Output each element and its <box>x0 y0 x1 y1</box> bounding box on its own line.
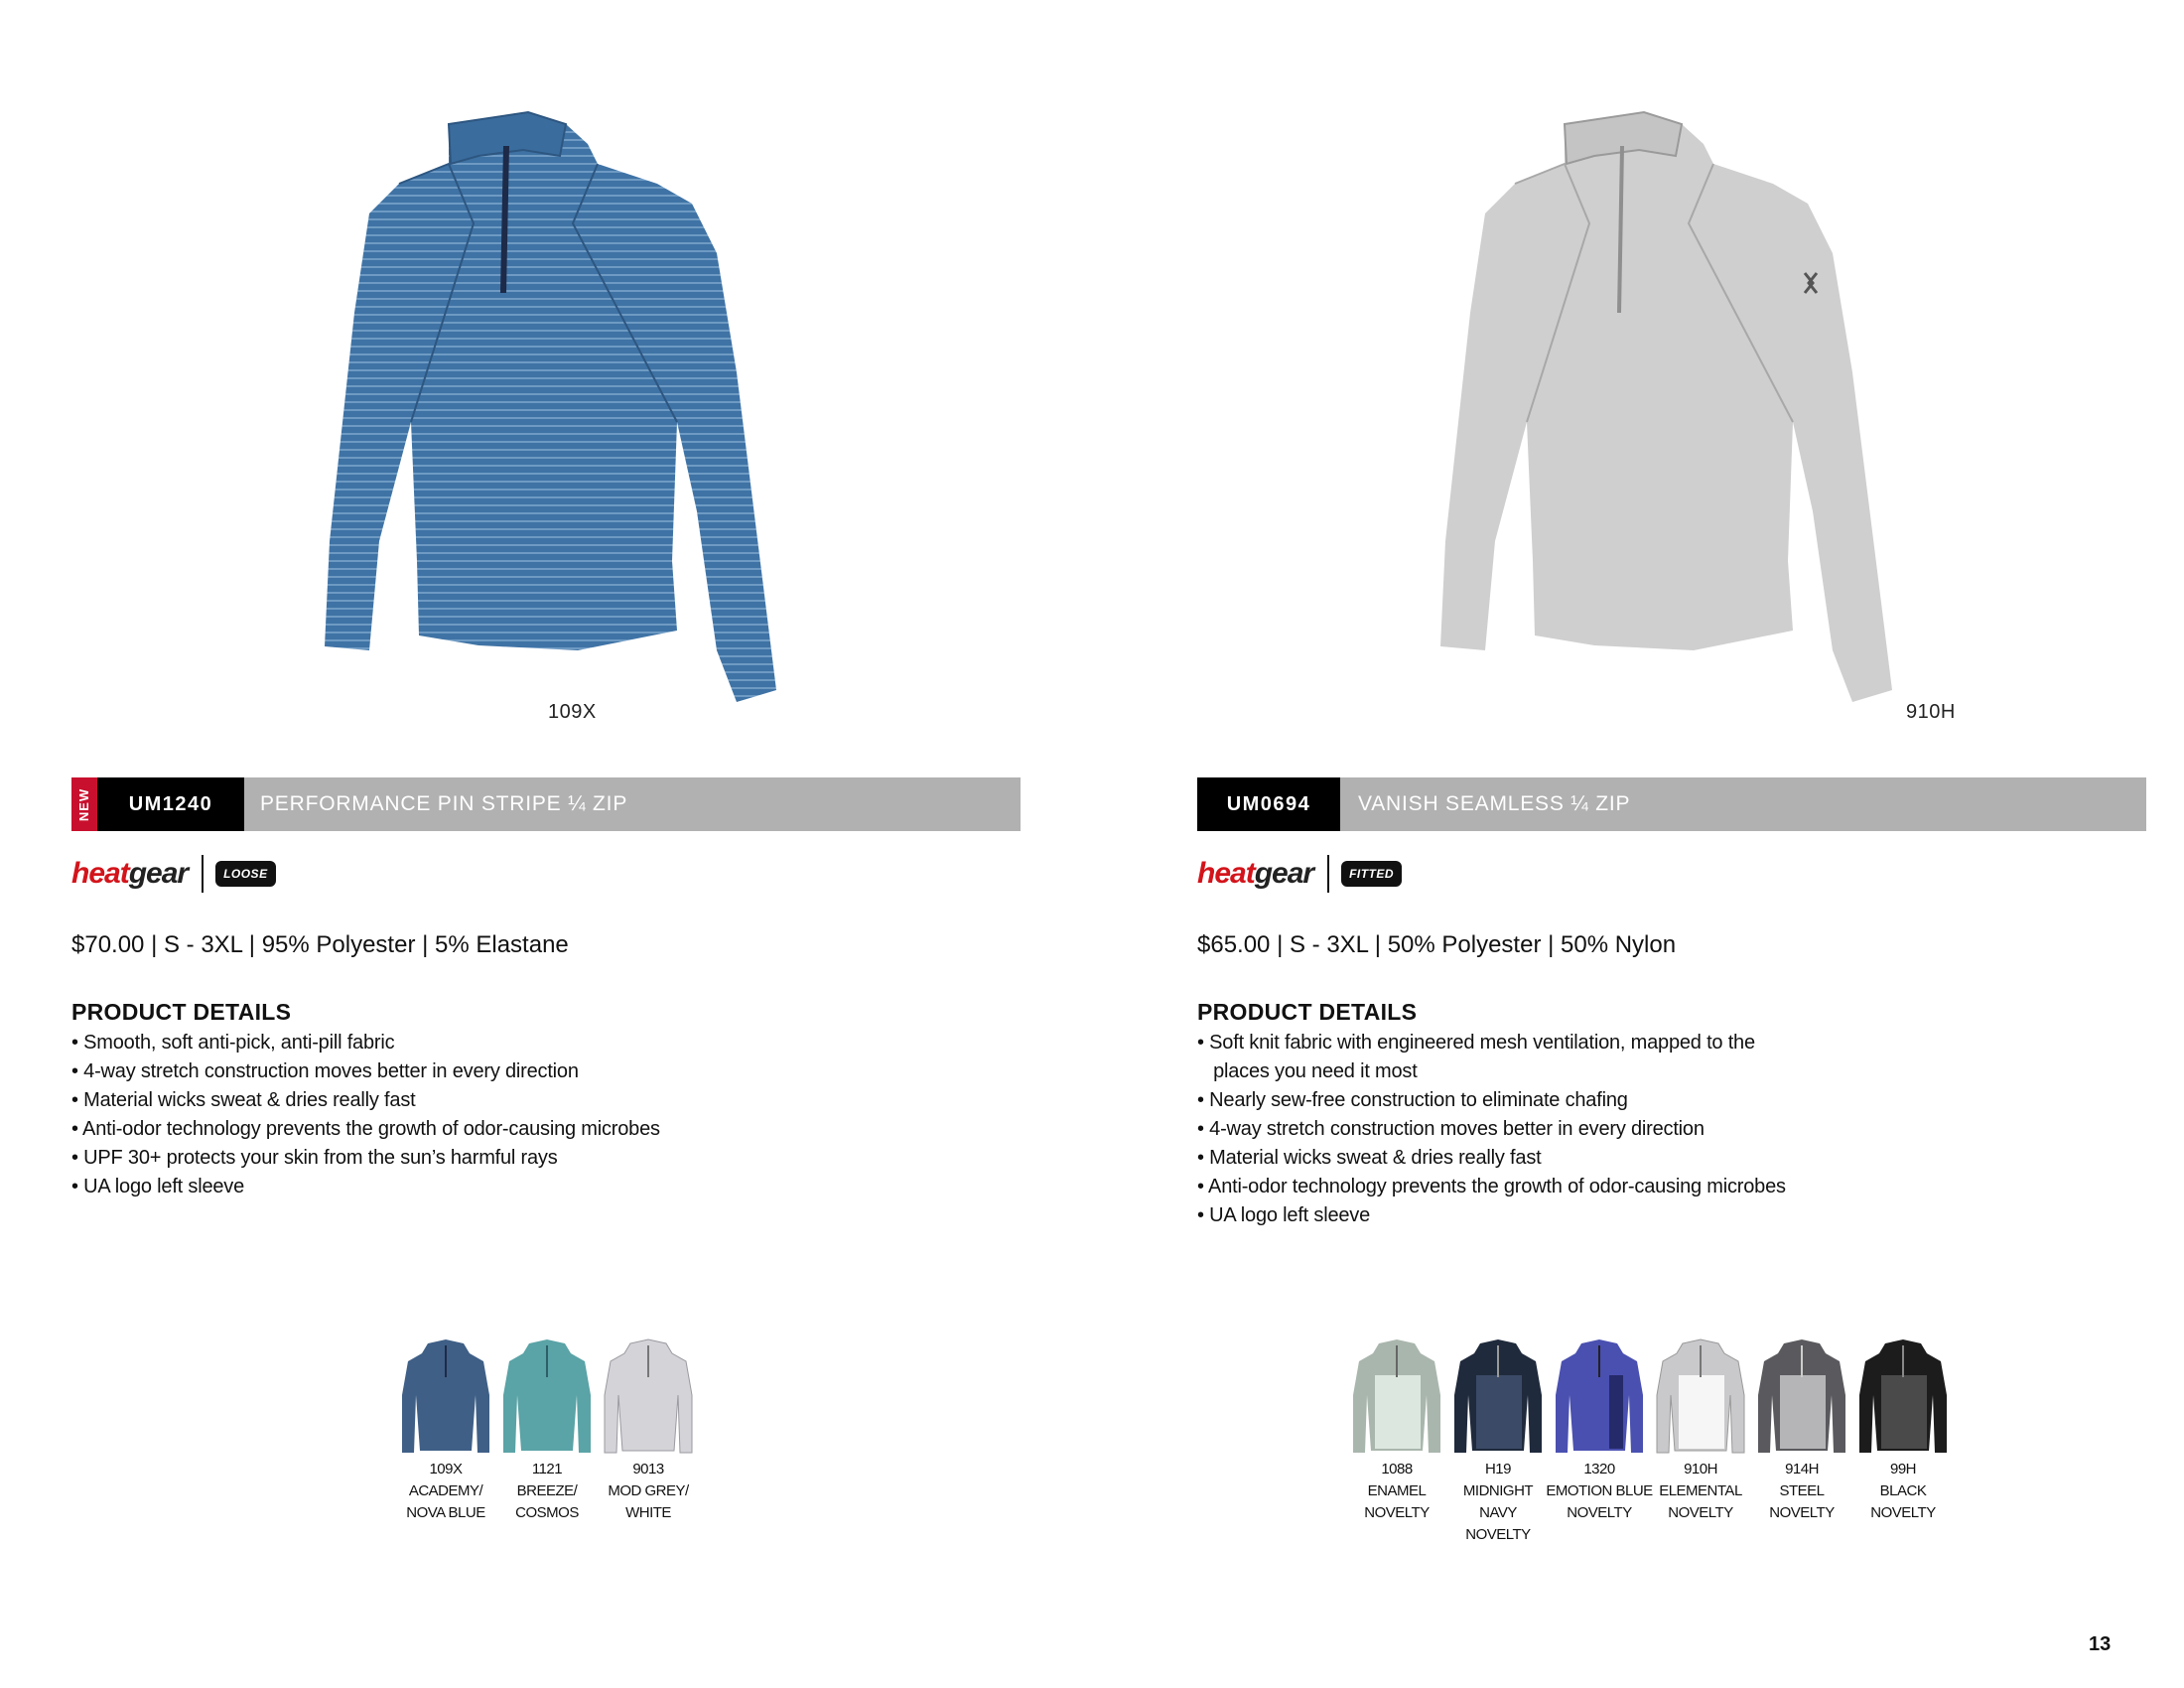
color-swatches <box>1346 1336 1954 1546</box>
details-heading: PRODUCT DETAILS <box>1197 999 1418 1025</box>
swatch-shirt-icon <box>1554 1336 1645 1455</box>
swatch-1088[interactable]: 1088 ENAMEL NOVELTY <box>1346 1336 1447 1546</box>
details-heading: PRODUCT DETAILS <box>71 999 292 1025</box>
product-name: VANISH SEAMLESS ¼ ZIP <box>1358 792 1631 815</box>
logo-divider <box>1327 855 1329 893</box>
price-size-fabric: $70.00 | S - 3XL | 95% Polyester | 5% Elastane <box>71 931 569 958</box>
detail-item: • UA logo left sleeve <box>1197 1204 1371 1226</box>
product-name: PERFORMANCE PIN STRIPE ¼ ZIP <box>260 792 628 815</box>
detail-item: • UPF 30+ protects your skin from the sun’s harmful rays <box>71 1147 558 1169</box>
detail-item: • 4-way stretch construction moves better in every direction <box>71 1060 579 1082</box>
sku-label: UM1240 <box>97 777 244 831</box>
swatch-shirt-icon <box>1452 1336 1544 1455</box>
detail-item: • UA logo left sleeve <box>71 1176 245 1197</box>
swatch-shirt-icon <box>1351 1336 1442 1455</box>
product-title-bar <box>71 777 1021 831</box>
swatch-914h[interactable]: 914H STEEL NOVELTY <box>1751 1336 1852 1546</box>
swatch-shirt-icon <box>1857 1336 1949 1455</box>
price-size-fabric: $65.00 | S - 3XL | 50% Polyester | 50% Nylon <box>1197 931 1677 958</box>
swatch-910h[interactable]: 910H ELEMENTAL NOVELTY <box>1650 1336 1751 1546</box>
detail-item: places you need it most <box>1197 1060 1418 1082</box>
swatch-shirt-icon <box>501 1336 593 1455</box>
swatch-shirt-icon <box>1756 1336 1847 1455</box>
page-number: 13 <box>2089 1633 2112 1655</box>
swatch-1320[interactable]: 1320 EMOTION BLUE NOVELTY <box>1549 1336 1650 1546</box>
swatch-h19[interactable]: H19 MIDNIGHT NAVY NOVELTY <box>1447 1336 1549 1546</box>
detail-item: • Material wicks sweat & dries really fast <box>1197 1147 1542 1169</box>
detail-item: • Nearly sew-free construction to eliminate chafing <box>1197 1089 1628 1111</box>
hero-color-code: 910H <box>1906 701 1956 723</box>
details-list <box>1197 1029 1786 1230</box>
detail-item: • 4-way stretch construction moves better in every direction <box>1197 1118 1705 1140</box>
fit-badge-loose: LOOSE <box>215 861 276 887</box>
detail-item: • Anti-odor technology prevents the growth of odor-causing microbes <box>1197 1176 1786 1197</box>
brand-logo-row <box>71 849 276 899</box>
hero-color-code: 109X <box>548 701 597 723</box>
brand-logo-row <box>1197 849 1402 899</box>
hero-image-um1240 <box>300 94 816 730</box>
color-swatches <box>395 1336 699 1524</box>
fit-badge-fitted: FITTED <box>1341 861 1402 887</box>
heatgear-logo: heatgear <box>1197 857 1314 890</box>
product-um1240 <box>71 0 1064 1589</box>
product-um0694 <box>1197 0 2184 1589</box>
sku-label: UM0694 <box>1197 777 1340 831</box>
swatch-99h[interactable]: 99H BLACK NOVELTY <box>1852 1336 1954 1546</box>
swatch-shirt-icon <box>603 1336 694 1455</box>
hero-image-um0694 <box>1416 94 1932 730</box>
detail-item: • Anti-odor technology prevents the growth of odor-causing microbes <box>71 1118 660 1140</box>
heatgear-logo: heatgear <box>71 857 189 890</box>
detail-item: • Smooth, soft anti-pick, anti-pill fabric <box>71 1032 395 1054</box>
new-badge: NEW <box>71 777 97 831</box>
swatch-1121[interactable]: 1121 BREEZE/ COSMOS <box>496 1336 598 1524</box>
swatch-shirt-icon <box>1655 1336 1746 1455</box>
detail-item: • Soft knit fabric with engineered mesh ventilation, mapped to the <box>1197 1032 1755 1054</box>
swatch-shirt-icon <box>400 1336 491 1455</box>
product-title-bar <box>1197 777 2146 831</box>
logo-divider <box>202 855 204 893</box>
swatch-9013[interactable]: 9013 MOD GREY/ WHITE <box>598 1336 699 1524</box>
detail-item: • Material wicks sweat & dries really fast <box>71 1089 416 1111</box>
swatch-109x[interactable]: 109X ACADEMY/ NOVA BLUE <box>395 1336 496 1524</box>
details-list <box>71 1029 660 1201</box>
